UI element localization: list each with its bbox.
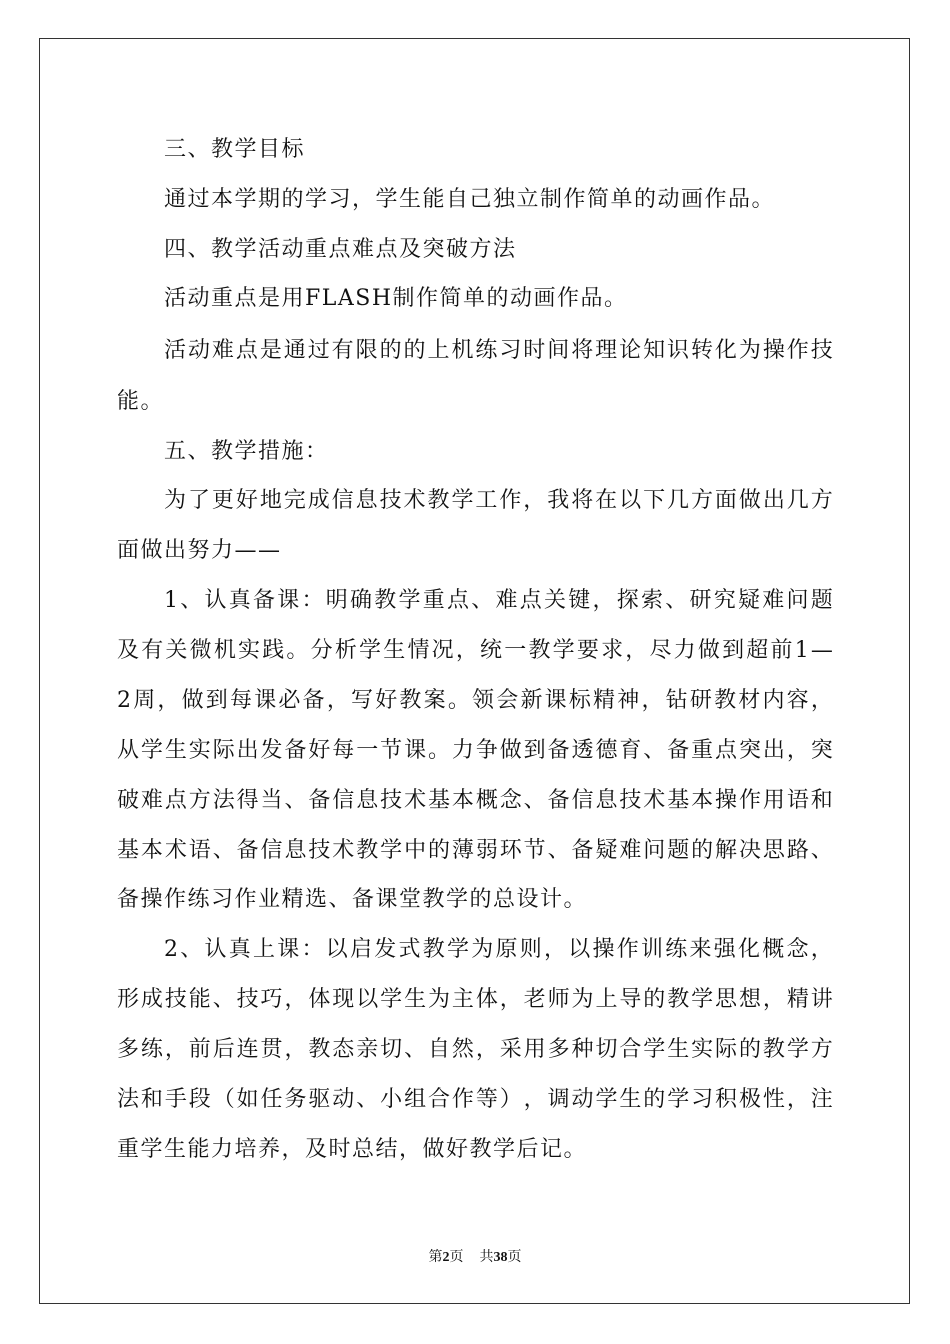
total-page-count: 38	[493, 1250, 508, 1265]
total-suffix: 页	[507, 1249, 522, 1265]
page-border	[39, 38, 910, 1304]
paragraph-line: 2 周 ， 做 到 每 课 必 备 ， 写 好 教 案 。 领 会 新 课 标 精 神 ， 钻 研 教 材 内 容 ，	[117, 688, 833, 713]
paragraph-line: 能。	[117, 389, 165, 414]
paragraph-line: 及 有 关 微 机 实 践 。 分 析 学 生 情 况 ， 统 一 教 学 要 求 ， 尽 力 做 到 超 前 1 —	[117, 638, 833, 663]
current-page-number: 2	[442, 1250, 450, 1265]
paragraph-line: 形 成 技 能 、 技 巧 ， 体 现 以 学 生 为 主 体 ， 老 师 为 上 导 的 教 学 思 想 ， 精 讲	[117, 987, 833, 1012]
paragraph-line: 活 动 难 点 是 通 过 有 限 的 的 上 机 练 习 时 间 将 理 论 知 识 转 化 为 操 作 技	[164, 338, 833, 363]
paragraph-line: 活动重点是用FLASH制作简单的动画作品。	[164, 286, 628, 311]
paragraph-line: 基 本 术 语 、 备 信 息 技 术 教 学 中 的 薄 弱 环 节 、 备 疑 难 问 题 的 解 决 思 路 、	[117, 838, 833, 863]
paragraph-line: 破 难 点 方 法 得 当 、 备 信 息 技 术 基 本 概 念 、 备 信 息 技 术 基 本 操 作 用 语 和	[117, 788, 833, 813]
paragraph-line: 1 、 认 真 备 课 ： 明 确 教 学 重 点 、 难 点 关 键 ， 探 索 、 研 究 疑 难 问 题	[164, 588, 833, 613]
paragraph-line: 重学生能力培养，及时总结，做好教学后记。	[117, 1137, 588, 1162]
heading-teaching-goals: 三、教学目标	[164, 137, 306, 162]
heading-teaching-measures: 五、教学措施：	[164, 439, 329, 464]
page-prefix: 第	[428, 1249, 443, 1265]
page-suffix: 页	[449, 1249, 464, 1265]
paragraph-line: 为 了 更 好 地 完 成 信 息 技 术 教 学 工 作 ， 我 将 在 以 下 几 方 面 做 出 几 方	[164, 488, 833, 513]
paragraph-line: 面做出努力——	[117, 538, 282, 563]
paragraph-line: 通过本学期的学习，学生能自己独立制作简单的动画作品。	[164, 187, 776, 212]
heading-key-points: 四、教学活动重点难点及突破方法	[164, 237, 517, 262]
paragraph-line: 法 和 手 段 （ 如 任 务 驱 动 、 小 组 合 作 等 ） ， 调 动 学 生 的 学 习 积 极 性 ， 注	[117, 1087, 833, 1112]
paragraph-line: 2 、 认 真 上 课 ： 以 启 发 式 教 学 为 原 则 ， 以 操 作 训 练 来 强 化 概 念 ，	[164, 937, 833, 962]
paragraph-line: 从 学 生 实 际 出 发 备 好 每 一 节 课 。 力 争 做 到 备 透 德 育 、 备 重 点 突 出 ， 突	[117, 738, 833, 763]
paragraph-line: 多 练 ， 前 后 连 贯 ， 教 态 亲 切 、 自 然 ， 采 用 多 种 切 合 学 生 实 际 的 教 学 方	[117, 1037, 833, 1062]
total-prefix: 共	[479, 1249, 494, 1265]
paragraph-line: 备操作练习作业精选、备课堂教学的总设计。	[117, 887, 588, 912]
page-footer	[0, 1248, 950, 1267]
